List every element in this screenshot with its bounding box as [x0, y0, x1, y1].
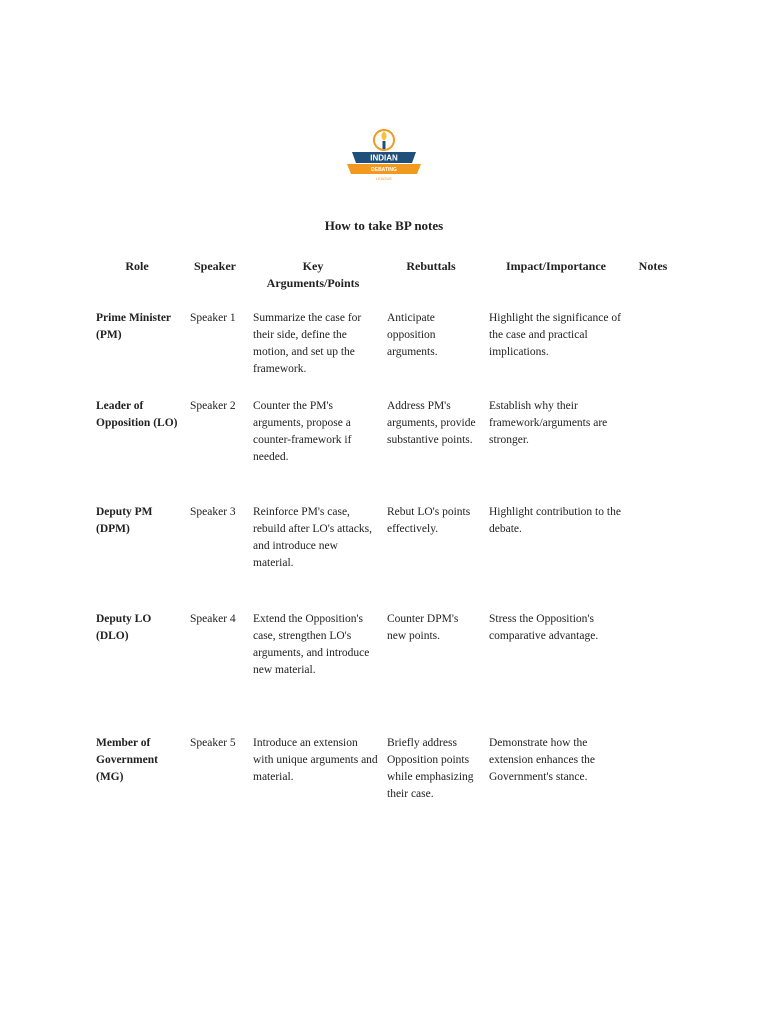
- col-header-key-arguments: Key Arguments/Points: [266, 259, 360, 290]
- row-pm-key-points: Summarize the case for their side, define the motion, and set up the framework.: [253, 312, 362, 375]
- row-pm-speaker: Speaker 1: [190, 312, 236, 324]
- document-title: How to take BP notes: [324, 218, 444, 233]
- row-pm-impact: Highlight the significance of the case and practical implications.: [489, 312, 621, 358]
- row-lo-impact: Establish why their framework/arguments are stronger.: [489, 400, 608, 446]
- indian-debating-league-logo: [347, 126, 421, 182]
- row-lo-speaker: Speaker 2: [190, 400, 236, 412]
- row-dlo-rebuttals: Counter DPM's new points.: [387, 613, 459, 642]
- svg-text:DEBATING: DEBATING: [371, 167, 397, 173]
- col-header-speaker: Speaker: [194, 259, 236, 273]
- col-header-role: Role: [125, 259, 149, 273]
- row-dpm-role: Deputy PM (DPM): [96, 506, 153, 535]
- row-lo-rebuttals: Address PM's arguments, provide substantive points.: [387, 400, 476, 446]
- row-mg-speaker: Speaker 5: [190, 737, 236, 749]
- row-pm-role: Prime Minister (PM): [96, 312, 171, 341]
- row-dlo-speaker: Speaker 4: [190, 613, 236, 625]
- row-dpm-rebuttals: Rebut LO's points effectively.: [387, 506, 471, 535]
- svg-text:LEAGUE: LEAGUE: [375, 176, 393, 181]
- row-dlo-impact: Stress the Opposition's comparative advantage.: [489, 613, 599, 642]
- row-lo-key-points: Counter the PM's arguments, propose a counter-framework if needed.: [253, 400, 352, 463]
- row-dpm-key-points: Reinforce PM's case, rebuild after LO's attacks, and introduce new material.: [253, 506, 372, 569]
- row-dlo-role: Deputy LO (DLO): [96, 613, 152, 642]
- row-mg-role: Member of Government (MG): [96, 737, 158, 783]
- row-dlo-key-points: Extend the Opposition's case, strengthen LO's arguments, and introduce new material.: [253, 613, 370, 676]
- col-header-notes: Notes: [638, 259, 668, 273]
- row-mg-key-points: Introduce an extension with unique arguments and material.: [253, 737, 378, 783]
- row-mg-impact: Demonstrate how the extension enhances the Government's stance.: [489, 737, 596, 783]
- col-header-impact: Impact/Importance: [506, 259, 606, 273]
- row-lo-role: Leader of Opposition (LO): [96, 400, 178, 429]
- row-dpm-speaker: Speaker 3: [190, 506, 236, 518]
- svg-text:INDIAN: INDIAN: [370, 153, 398, 163]
- row-pm-rebuttals: Anticipate opposition arguments.: [387, 312, 438, 358]
- row-mg-rebuttals: Briefly address Opposition points while emphasizing their case.: [387, 737, 474, 800]
- col-header-rebuttals: Rebuttals: [406, 259, 456, 273]
- row-dpm-impact: Highlight contribution to the debate.: [489, 506, 621, 535]
